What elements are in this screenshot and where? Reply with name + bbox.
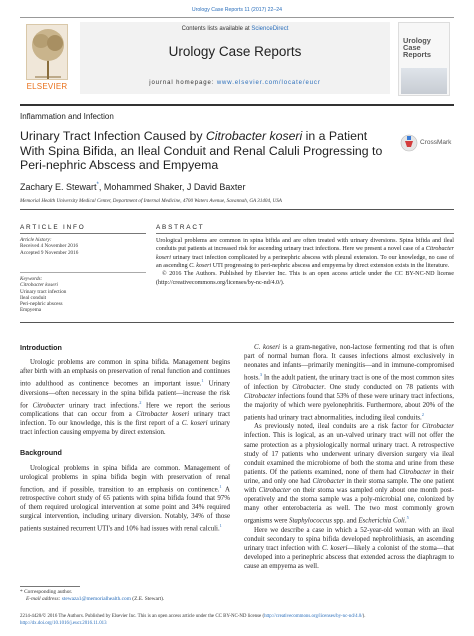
footer-text: 2214-4420/© 2016 The Authors. Published by Elsevier Inc. This is an open access article under the CC BY-NC-ND license ( <box>20 614 265 619</box>
introduction-heading: Introduction <box>20 343 62 352</box>
organism-name: Citrobacter <box>32 402 65 410</box>
organism-name: Citrobacter <box>422 423 454 431</box>
reference-link[interactable]: 3 <box>259 372 263 378</box>
introduction-paragraph <box>20 358 230 437</box>
keyword-item[interactable]: Urinary tract infection <box>20 288 67 295</box>
crossmark-badge[interactable] <box>400 133 452 153</box>
license-statement[interactable]: © 2016 The Authors. Published by Elsevier Inc. This is an open access article under the CC BY-NC-ND license (http://creativecommons.org/licenses/by-nc-nd/4.0/). <box>156 271 454 286</box>
abstract-bottom-divider <box>20 322 454 323</box>
journal-reference[interactable]: Urology Case Reports 11 (2017) 22–24 <box>191 7 283 13</box>
footnote-divider <box>20 586 80 587</box>
paragraph-text: in their stoma sample. The one patient with <box>244 477 454 494</box>
paragraph-text: Here we report the serious complications that can occur from a <box>20 402 230 419</box>
email-link[interactable]: stewaza1@memorialhealth.com <box>61 596 131 602</box>
affiliation: Memorial Health University Medical Center, Department of Internal Medicine, 4700 Waters Avenue, Savannah, GA 31404, USA <box>20 198 282 204</box>
reference-link[interactable]: 2 <box>139 399 142 405</box>
organism-name: Citrobacter koseri <box>136 411 190 419</box>
cover-title-line: Case <box>403 43 421 53</box>
received-date: Received 4 November 2016 <box>20 243 79 250</box>
reference-link[interactable]: 1 <box>201 378 204 384</box>
author-name[interactable]: Zachary E. Stewart <box>20 182 97 192</box>
paragraph-text: As previously noted, ileal conduits are a risk factor for <box>254 423 423 431</box>
organism-name: C. koseri <box>254 344 280 351</box>
footnote-text: Corresponding author. <box>24 589 73 595</box>
organism-name: Citrobacter <box>292 383 325 391</box>
keywords-block <box>20 276 146 314</box>
paragraph: As previously noted, ileal conduits are a risk factor for Citrobacter infection. This is logical, as an un-valved urinary tract will not offer the same protection as a physiologically normal urinary tract. A retrospective study of 17 patients who underwent urinary diversion surgery via ileal conduit examined the microbiome of both the stoma and urine from these patients. Of the patients examined, none of them had Citrobacter in their urine, and only one had Citrobacter in their stoma sample. The one patient with Citrobacter on their stoma was sampled only about one month post-operatively and the stoma sample was a poly-microbial one, colonized by many other enterobacteria as well. The two most commonly grown organisms were Staphylococcus spp. and Escherichia Coli.$^5$ <box>244 423 455 525</box>
organism-name: Citrobacter <box>398 468 431 476</box>
organism-name: C. koseri <box>321 544 348 552</box>
journal-homepage <box>80 80 390 86</box>
title-organism: Citrobacter koseri <box>205 129 303 143</box>
corresponding-author-note <box>20 589 230 596</box>
crossmark-label: CrossMark <box>420 139 452 146</box>
elsevier-tree-icon <box>26 24 68 80</box>
title-text: in a Patient With Spina Bifida, an Ileal Conduit and Renal Caluli Progressing to Peri-nephric Abscess and Empyema <box>20 129 383 173</box>
footer-text: ). <box>362 614 366 619</box>
keywords-label: Keywords: <box>20 276 43 282</box>
reference-link[interactable]: 1 <box>219 483 222 489</box>
footnote <box>20 589 230 603</box>
abstract-heading: ABSTRACT <box>156 224 205 231</box>
paragraph-text: in their urine, and only one had <box>244 468 455 485</box>
article-title <box>20 129 390 173</box>
paragraph-text: A retrospective cohort study of 65 patients with spina bifida found that 97% of them required urological intervention at some point and 34% required surgical intervention, including urinary diversion. Notably, 34% of those patients sustained recurrent UTI's and 10% had issues with renal calculi. <box>20 486 230 533</box>
organism-name: Escherichia Coli <box>358 517 405 525</box>
organism-name: Citrobacter <box>258 487 291 494</box>
organism-name: Citrobacter <box>244 392 276 400</box>
cover-image <box>401 68 447 94</box>
homepage-link[interactable]: www.elsevier.com/locate/eucr <box>216 80 321 86</box>
elsevier-logo[interactable] <box>22 22 72 94</box>
sciencedirect-link[interactable]: ScienceDirect <box>251 26 289 32</box>
cover-title-line: Urology <box>403 36 431 45</box>
paragraph-text: urinary tract infections. <box>64 402 140 410</box>
history-label: Article history: <box>20 237 52 243</box>
contents-line <box>80 26 390 32</box>
paragraph-text: Urologic problems are common in spina bifida. Management begins after birth with an emphasis on preservation of renal function and continues into adulthood as continence becomes an important issue. <box>20 359 230 388</box>
title-text: Urinary Tract Infection Caused by <box>20 129 206 143</box>
keyword-item[interactable]: Ileal conduit <box>20 294 47 301</box>
contents-prefix: Contents lists available at <box>181 26 252 32</box>
keyword-item[interactable]: Citrobacter koseri <box>20 282 58 289</box>
reference-link[interactable]: 1 <box>219 523 222 529</box>
right-column <box>244 343 454 571</box>
cover-title-line: Reports <box>403 50 431 60</box>
article-section: Inflammation and Infection <box>20 112 114 121</box>
paragraph-text: urinary tract infection causing empyema by direct extension. <box>20 420 230 437</box>
footnote-mark: * <box>20 589 23 595</box>
abstract-text: Urological problems are common in spina bifida and are often treated with urinary diversions. Spina bifida and ileal conduits put patients at increased risk for ascending urinary tract infections. Here we present a novel case of a <box>156 238 454 253</box>
email-label: E-mail address: <box>26 596 62 602</box>
paragraph-text: Urological problems in spina bifida are common. Management of urological problems in spina bifida begin with preservation of renal function, and if possible, transition to an emphasis on continence. <box>20 464 230 494</box>
paragraph-text: is a gram-negative, non-lactose fermenting rod that is often part of normal human flora. It causes infections almost exclusively in neonates and infants—primarily meningitis—and in immune-compromised hosts. <box>244 344 454 382</box>
paragraph-text: Urinary diversions—often necessary in the spina bifida patient—increase the risk for <box>20 380 231 410</box>
abstract-divider <box>156 233 454 234</box>
header-bottom-divider <box>20 104 454 106</box>
paragraph-text: In the adult patient, the urinary tract is one of the most common sites of infection by <box>244 374 454 391</box>
accepted-date: Accepted 9 November 2016 <box>20 249 79 256</box>
abstract-text: urinary tract infection complicated by a perinephric abscess with pleural extension. To our knowledge, no case of an ascending <box>156 254 454 270</box>
journal-banner <box>80 22 390 94</box>
homepage-prefix: journal homepage: <box>149 80 217 86</box>
reference-link[interactable]: 2 <box>421 411 424 417</box>
elsevier-wordmark: ELSEVIER <box>26 82 68 91</box>
organism-name: Staphylococcus <box>289 517 332 525</box>
left-column <box>20 343 230 534</box>
paragraph-text: urinary tract infection. To our knowledge, this is the first report of a <box>20 411 230 428</box>
journal-cover-thumbnail[interactable] <box>398 22 450 96</box>
affiliation-divider <box>20 209 454 210</box>
abstract-organism: C. koseri <box>189 263 212 270</box>
paragraph-text: Here we describe a case in which a 52-year-old woman with an ileal conduit secondary to spina bifida developed nephrolithiasis, an ascending urinary tract infection with <box>244 526 454 552</box>
abstract-body <box>156 237 454 287</box>
reference-link[interactable]: 5 <box>406 515 409 521</box>
keyword-item[interactable]: Peri-nephric abscess <box>20 301 63 308</box>
paragraph-text: infection. This is logical, as an un-valved urinary tract will not offer the same protection as a physiologically normal urinary tract. A retrospective study of 17 patients who underwent urinary diversion surgery via ileal conduit examined the microbiome of both the stoma and urine from these patients. Of the patients examined, none of them had <box>244 432 454 476</box>
abstract-organism: Citrobacter koseri <box>156 246 454 261</box>
paragraph <box>244 526 454 571</box>
article-info-divider <box>20 233 146 234</box>
paragraph <box>244 343 454 422</box>
keywords-divider <box>20 272 146 273</box>
email-suffix: (Z.E. Stewart). <box>130 596 165 602</box>
journal-title: Urology Case Reports <box>168 44 302 59</box>
background-paragraph <box>20 464 230 534</box>
page-footer <box>20 614 454 627</box>
email-note <box>20 596 230 603</box>
paragraph-text: . One study conducted on 78 patients with <box>324 383 454 391</box>
paragraph-text: on their stoma was sampled only about one month post-operatively and the stoma sample was a poly-microbial one, colonized by many other enterobacteria as well. The two most commonly grown organisms were <box>244 487 454 525</box>
organism-name: Citrobacter <box>312 477 345 485</box>
paragraph-text: infections found that 53% of these were urinary tract infections, the majority of which were pyelonephritis. Furthermore, about 20% of the patients had urinary tract abnormalities, including ileal conduits. <box>244 392 454 422</box>
paragraph-text: —likely a colonist of the stoma—that developed into a perinephric abscess that extended across the diaphragm to cause an empyema as well. <box>244 544 454 571</box>
author-names[interactable]: , Mohammed Shaker, J David Baxter <box>98 182 246 192</box>
article-history <box>20 237 146 256</box>
corresponding-mark[interactable]: * <box>96 182 99 188</box>
abstract-text: UTI progressing to peri-nephric abscess and empyema by direct extension exists in the literature. <box>211 263 450 270</box>
keyword-item[interactable]: Empyema <box>20 307 42 314</box>
author-list <box>20 182 245 192</box>
license-link[interactable]: http://creativecommons.org/licenses/by-nc-nd/4.0/ <box>264 614 363 619</box>
background-heading: Background <box>20 448 62 458</box>
header-top-divider <box>20 17 454 18</box>
article-info-heading: ARTICLE INFO <box>20 224 86 231</box>
doi-link[interactable]: http://dx.doi.org/10.1016/j.eucr.2016.11.013 <box>20 620 107 626</box>
organism-name: C. koseri <box>181 420 208 428</box>
paragraph-text: spp. and <box>331 517 359 525</box>
cover-title <box>403 37 447 59</box>
